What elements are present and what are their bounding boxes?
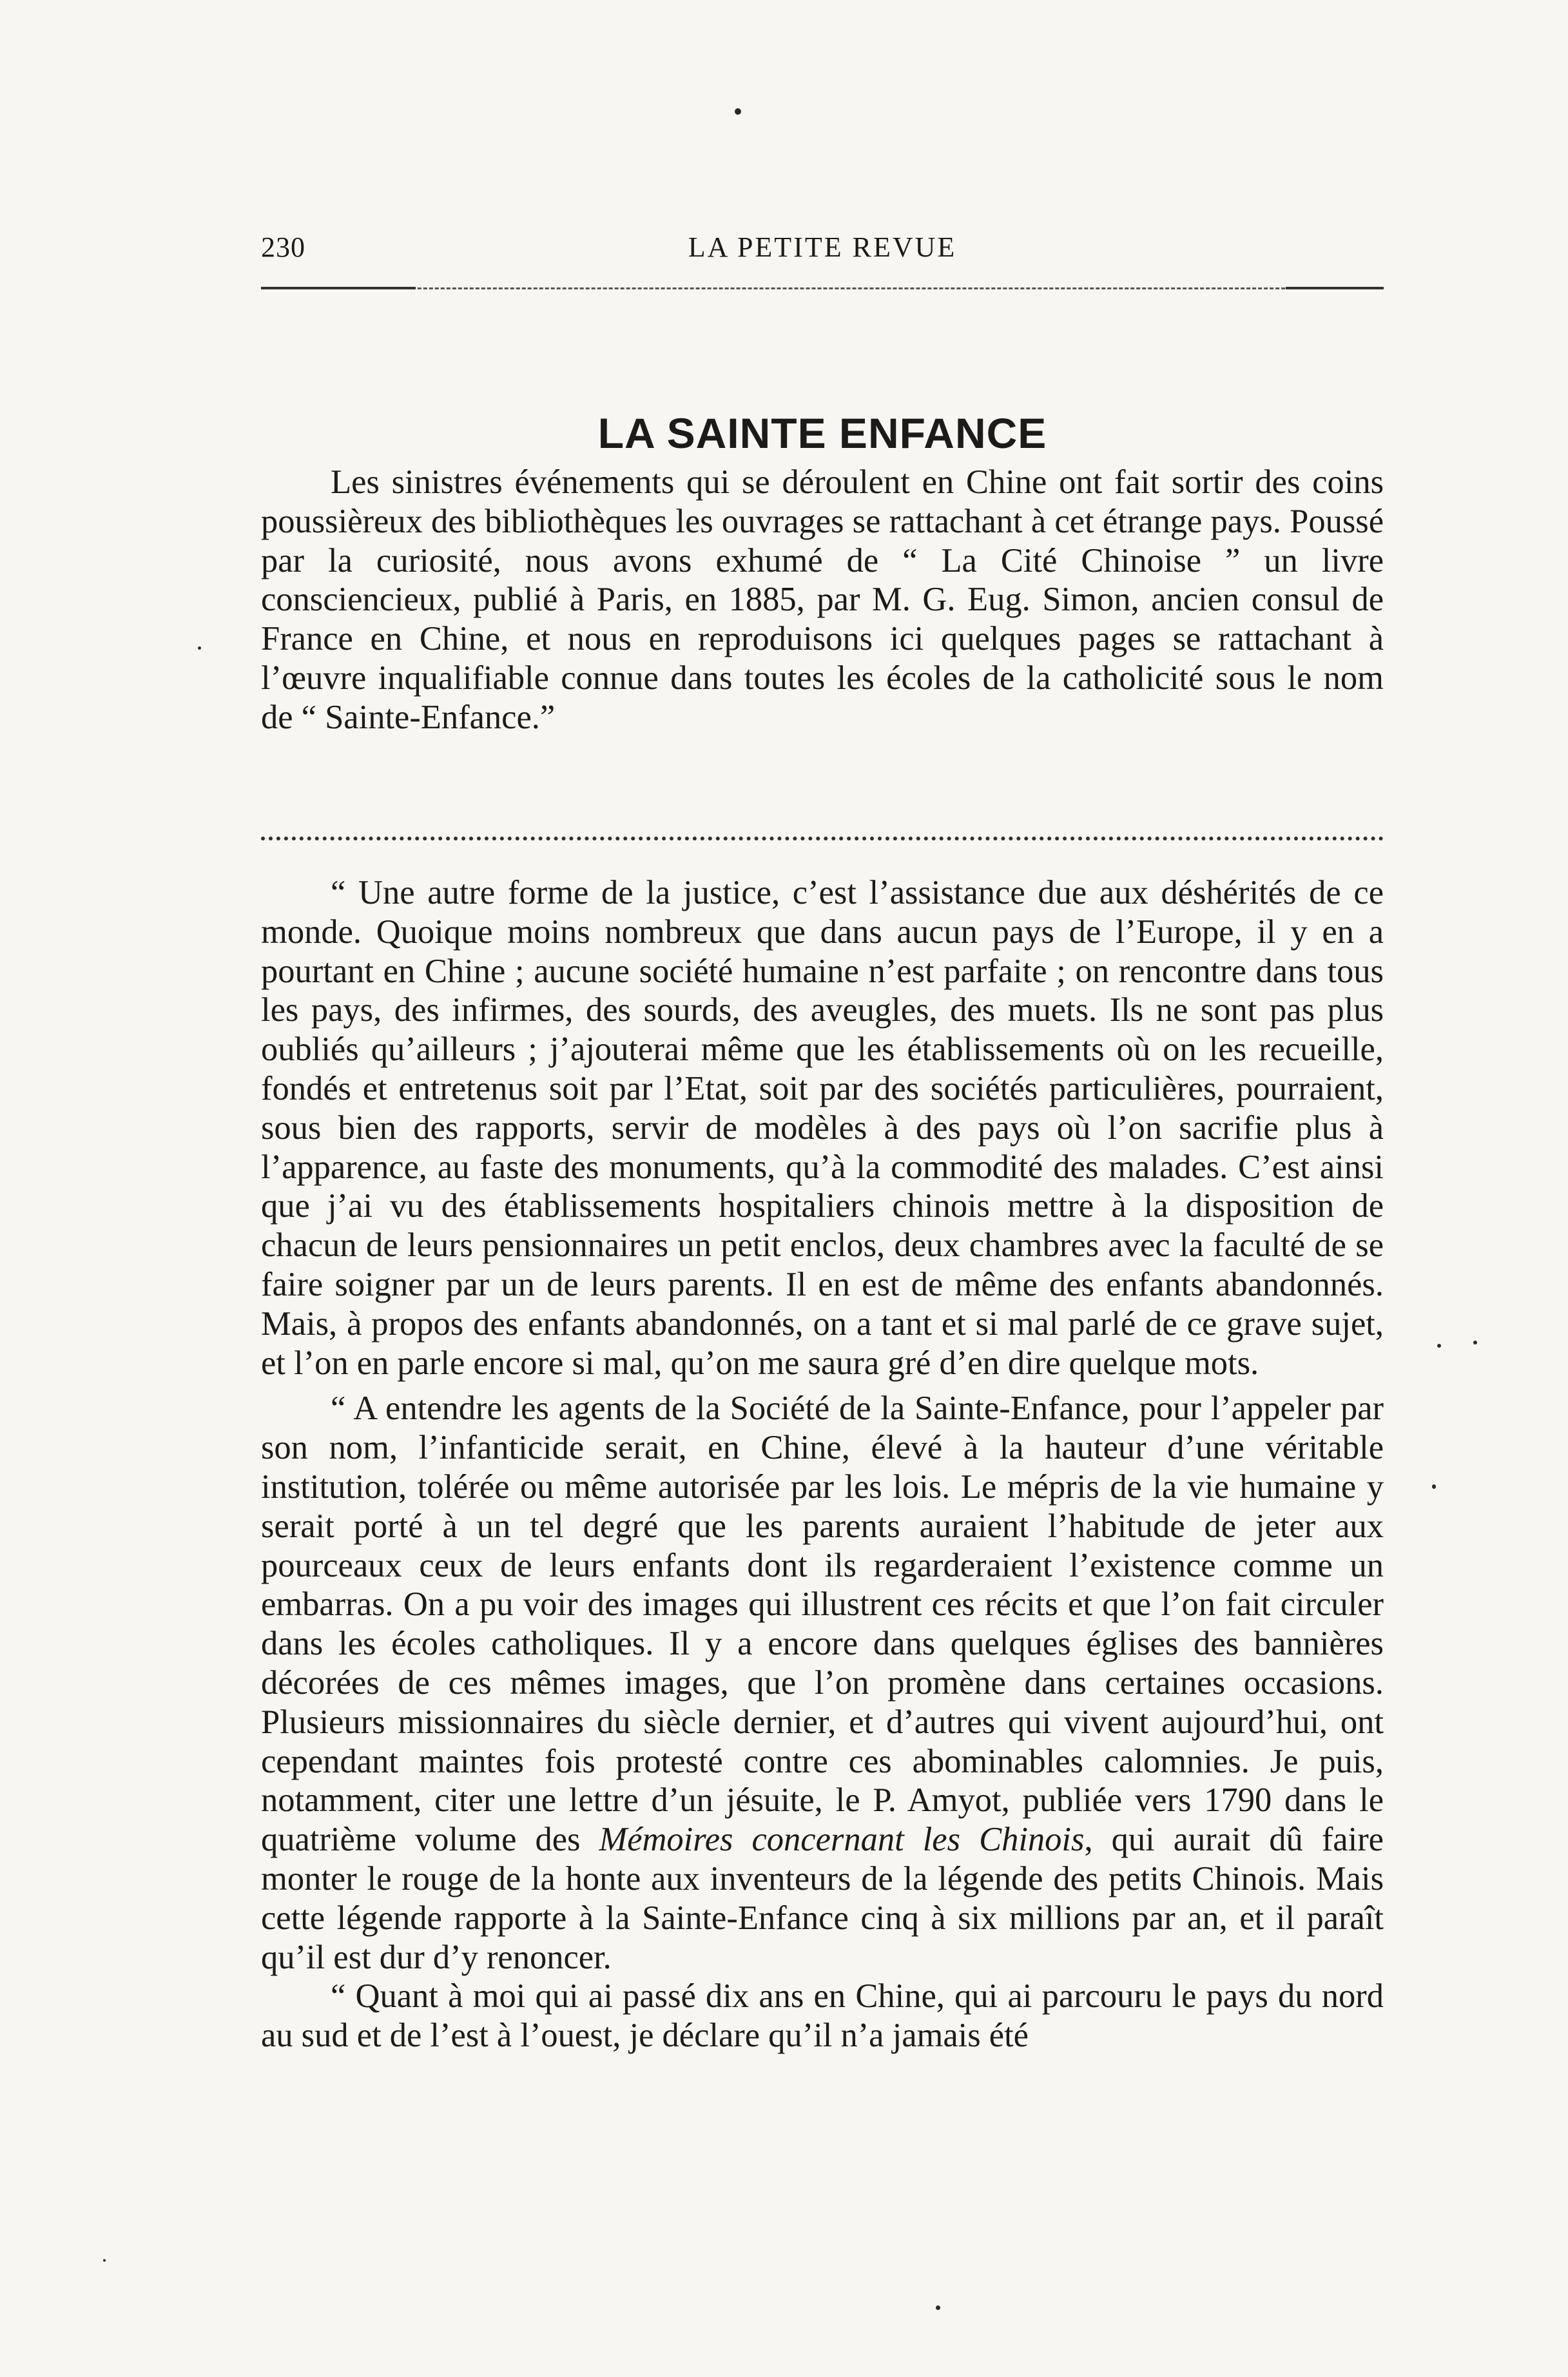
- ink-speck: [198, 646, 201, 650]
- running-head: [261, 231, 1384, 269]
- paragraph-testimony: “ Quant à moi qui ai passé dix ans en Chine, qui ai parcouru le pays du nord au sud et de l’est à l’ouest, je déclare qu’il n’a jamais été: [261, 1977, 1384, 2055]
- intro-paragraph: [261, 463, 1384, 737]
- ink-speck: [1473, 1341, 1477, 1344]
- ink-speck: [936, 2305, 940, 2310]
- paragraph-sainte-enfance-tail: , qui aurait dû faire monter le rouge de la honte aux inventeurs de la légende des petits Chinois. Mais cette légende rapporte à la Sainte-Enfance cinq à six millions par an, et il paraît qu’il est dur d’y renoncer.: [261, 1821, 1384, 1976]
- ink-speck: [1432, 1484, 1436, 1489]
- header-rule-left-segment: [261, 287, 416, 289]
- quoted-excerpt: [261, 873, 1384, 2055]
- paragraph-assistance: “ Une autre forme de la justice, c’est l’assistance due aux déshérités de ce monde. Quoique moins nombreux que dans aucun pays de l’Europe, il y en a pourtant en Chine ; aucune société humaine n’est parfaite ; on rencontre dans tous les pays, des infirmes, des sourds, des aveugles, des muets. Ils ne sont pas plus oubliés qu’ailleurs ; j’ajouterai même que les établissements où on les recueille, fondés et entretenus soit par l’Etat, soit par des sociétés particulières, pourraient, sous bien des rapports, servir de modèles à des pays où l’on sacrifie plus à l’apparence, au faste des monuments, qu’à la commodité des malades. C’est ainsi que j’ai vu des établissements hospitaliers chinois mettre à la disposition de chacun de leurs pensionnaires un petit enclos, deux chambres avec la faculté de se faire soigner par un de leurs parents. Il en est de même des enfants abandonnés. Mais, à propos des enfants abandonnés, on a tant et si mal parlé de ce grave sujet, et l’on en parle encore si mal, qu’on me saura gré d’en dire quelque mots.: [261, 874, 1384, 1382]
- ink-speck: [735, 108, 741, 115]
- article-title: LA SAINTE ENFANCE: [597, 409, 1047, 458]
- header-rule: [261, 287, 1384, 289]
- paragraph-sainte-enfance-text: “ A entendre les agents de la Société de la Sainte-Enfance, pour l’appeler par son nom, l’infanticide serait, en Chine, élevé à la hauteur d’une véritable institution, tolérée ou même autorisée par les lois. Le mépris de la vie humaine y serait porté à un tel degré que les parents auraient l’habitude de jeter aux pourceaux ceux de leurs enfants dont ils regarderaient l’existence comme un embarras. On a pu voir des images qui illustrent ces récits et que l’on fait circuler dans les écoles catholiques. Il y a encore dans quelques églises des bannières décorées de ces mêmes images, que l’on promène dans certaines occasions. Plusieurs missionnaires du siècle dernier, et d’autres qui vivent aujourd’hui, ont cependant maintes fois protesté contre ces abominables calomnies. Je puis, notamment, citer une lettre d’un jésuite, le P. Amyot, publiée vers 1790 dans le quatrième volume des: [261, 1390, 1384, 1859]
- intro-text: Les sinistres événements qui se déroulent en Chine ont fait sortir des coins poussièreux des bibliothèques les ouvrages se rattachant à cet étrange pays. Poussé par la curiosité, nous avons exhumé de “ La Cité Chinoise ” un livre consciencieux, publié à Paris, en 1885, par M. G. Eug. Simon, ancien consul de France en Chine, et nous en reproduisons ici quelques pages se rattachant à l’œuvre inqualifiable connue dans toutes les écoles de la catholicité sous le nom de “ Sainte-Enfance.”: [261, 463, 1384, 736]
- journal-title: LA PETITE REVUE: [688, 231, 957, 263]
- header-rule-right-segment: [1286, 287, 1384, 289]
- book-title-memoires: Mémoires concernant les Chinois: [599, 1821, 1085, 1859]
- dotted-separator: [261, 837, 1384, 840]
- paragraph-sainte-enfance: [261, 1389, 1384, 1977]
- ink-speck: [103, 2259, 106, 2262]
- page-number: 230: [261, 231, 305, 263]
- ink-speck: [1437, 1344, 1441, 1348]
